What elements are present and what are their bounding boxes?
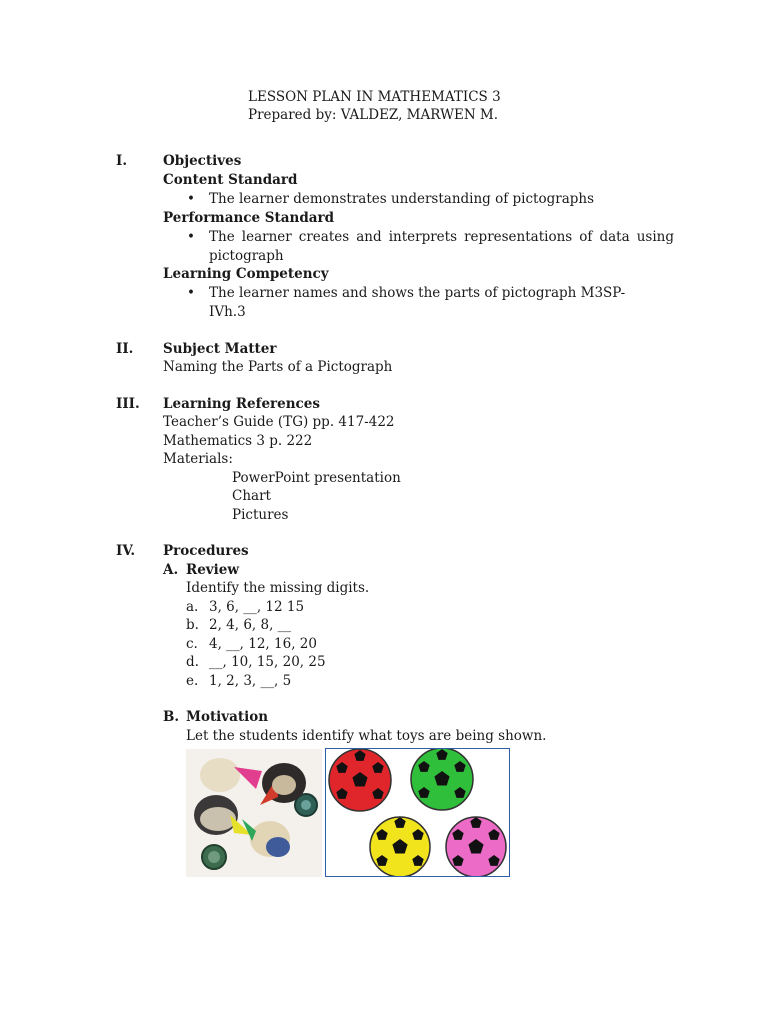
section-numeral: III. [116, 396, 140, 412]
subsection-heading-motivation: Motivation [186, 709, 269, 725]
reference-tg: Teacher’s Guide (TG) pp. 417-422 [163, 414, 395, 430]
section-heading-procedures: Procedures [163, 543, 249, 559]
learning-competency-text-cont: IVh.3 [209, 304, 246, 320]
review-item-letter: e. [186, 673, 199, 689]
subsection-heading-review: Review [186, 562, 239, 578]
reference-book: Mathematics 3 p. 222 [163, 433, 313, 449]
review-instruction: Identify the missing digits. [186, 580, 370, 596]
content-standard-text: • The learner demonstrates understanding of pictographs [209, 190, 594, 208]
review-item-text: 2, 4, 6, 8, __ [209, 617, 292, 633]
subsection-letter: B. [163, 709, 180, 725]
spinning-tops-illustration [186, 749, 322, 877]
soccer-balls-illustration [326, 749, 509, 876]
section-heading-references: Learning References [163, 396, 320, 412]
review-item-text: __, 10, 15, 20, 25 [209, 654, 326, 670]
materials-label: Materials: [163, 451, 233, 467]
spinning-tops-photo [186, 749, 322, 877]
material-item: Chart [232, 488, 271, 504]
review-item-letter: a. [186, 599, 199, 615]
document-title: LESSON PLAN IN MATHEMATICS 3 [248, 89, 501, 105]
review-item-letter: c. [186, 636, 198, 652]
subject-matter-text: Naming the Parts of a Pictograph [163, 359, 393, 375]
subsection-letter: A. [163, 562, 179, 578]
prepared-by: Prepared by: VALDEZ, MARWEN M. [248, 107, 499, 123]
section-numeral: I. [116, 153, 128, 169]
learning-competency-label: Learning Competency [163, 266, 329, 282]
review-item-text: 1, 2, 3, __, 5 [209, 673, 292, 689]
learning-competency-text: • The learner names and shows the parts of pictograph M3SP- [209, 284, 625, 302]
review-item-letter: d. [186, 654, 199, 670]
content-standard-label: Content Standard [163, 172, 298, 188]
soccer-ball [370, 817, 430, 876]
soccer-balls-photo [325, 748, 510, 877]
section-numeral: IV. [116, 543, 136, 559]
material-item: PowerPoint presentation [232, 470, 401, 486]
soccer-ball [411, 749, 473, 810]
section-heading-objectives: Objectives [163, 153, 242, 169]
section-heading-subject-matter: Subject Matter [163, 341, 277, 357]
motivation-text: Let the students identify what toys are being shown. [186, 728, 547, 744]
material-item: Pictures [232, 507, 289, 523]
section-numeral: II. [116, 341, 134, 357]
soccer-ball [446, 817, 506, 876]
review-item-text: 4, __, 12, 16, 20 [209, 636, 317, 652]
performance-standard-text: • The learner creates and interprets representations of data using pictograph [209, 228, 674, 266]
soccer-ball [329, 749, 391, 811]
review-item-letter: b. [186, 617, 199, 633]
performance-standard-label: Performance Standard [163, 210, 335, 226]
review-item-text: 3, 6, __, 12 15 [209, 599, 305, 615]
